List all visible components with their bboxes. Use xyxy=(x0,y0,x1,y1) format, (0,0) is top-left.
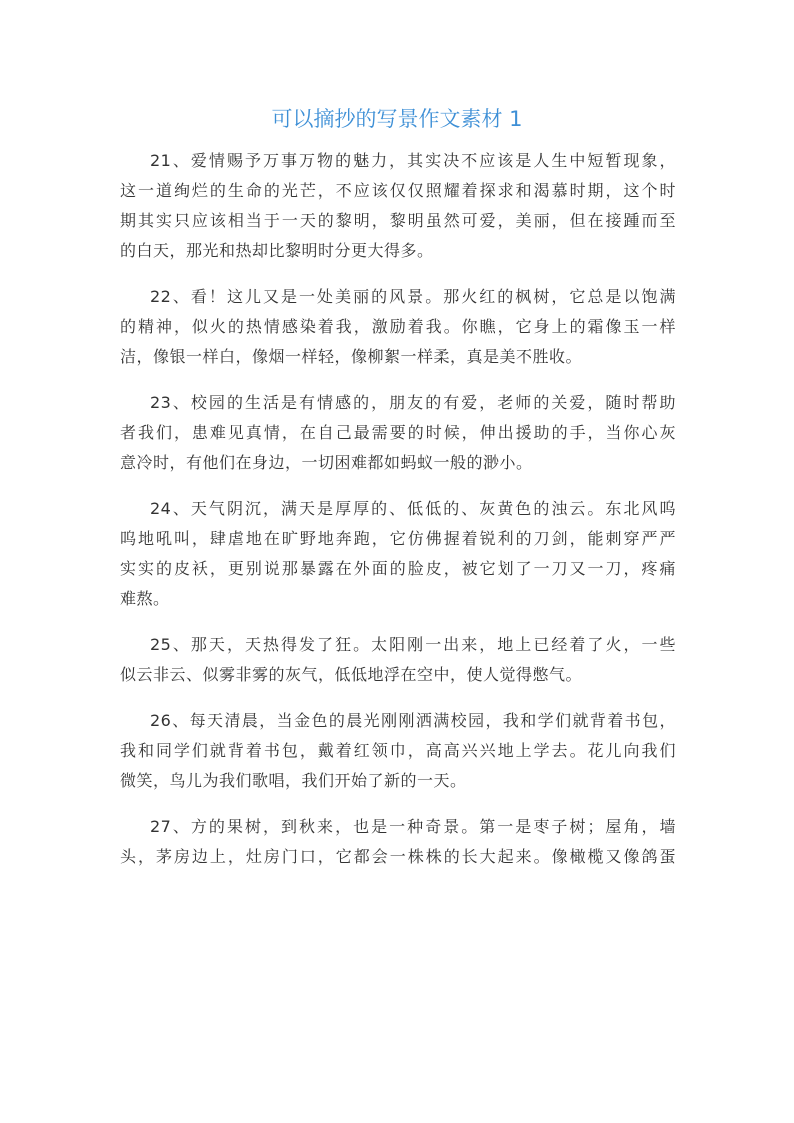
paragraph-line: 24、天气阴沉，满天是厚厚的、低低的、灰黄色的浊云。东北风呜 xyxy=(150,499,676,518)
paragraph-line: 头，茅房边上，灶房门口，它都会一株株的长大起来。像橄榄又像鸽蛋 xyxy=(120,847,676,866)
paragraph-line: 21、爱情赐予万事万物的魅力，其实决不应该是人生中短暂现象， xyxy=(150,151,676,170)
document-body xyxy=(120,146,676,888)
paragraph-line: 实实的皮袄，更别说那暴露在外面的脸皮，被它划了一刀又一刀，疼痛 xyxy=(120,559,676,578)
paragraph-23 xyxy=(120,388,676,478)
paragraph-line: 期其实只应该相当于一天的黎明，黎明虽然可爱，美丽，但在接踵而至 xyxy=(120,211,676,230)
paragraph-line: 的白天，那光和热却比黎明时分更大得多。 xyxy=(120,241,434,260)
paragraph-26 xyxy=(120,706,676,796)
paragraph-line: 呜地吼叫，肆虐地在旷野地奔跑，它仿佛握着锐利的刀剑，能刺穿严严 xyxy=(120,529,676,548)
paragraph-line: 意冷时，有他们在身边，一切困难都如蚂蚁一般的渺小。 xyxy=(120,453,533,472)
paragraph-line: 我和同学们就背着书包，戴着红领巾，高高兴兴地上学去。花儿向我们 xyxy=(120,741,676,760)
paragraph-line: 23、校园的生活是有情感的，朋友的有爱，老师的关爱，随时帮助 xyxy=(150,393,676,412)
paragraph-line: 25、那天，天热得发了狂。太阳刚一出来，地上已经着了火，一些 xyxy=(150,635,676,654)
paragraph-27 xyxy=(120,812,676,872)
paragraph-line: 26、每天清晨，当金色的晨光刚刚洒满校园，我和学们就背着书包， xyxy=(150,711,676,730)
paragraph-line: 这一道绚烂的生命的光芒，不应该仅仅照耀着探求和渴慕时期，这个时 xyxy=(120,181,676,200)
document-title: 可以摘抄的写景作文素材 1 xyxy=(271,107,523,131)
paragraph-line: 者我们，患难见真情，在自己最需要的时候，伸出援助的手，当你心灰 xyxy=(120,423,676,442)
paragraph-21 xyxy=(120,146,676,266)
paragraph-24 xyxy=(120,494,676,614)
paragraph-line: 洁，像银一样白，像烟一样轻，像柳絮一样柔，真是美不胜收。 xyxy=(120,347,583,366)
paragraph-line: 难熬。 xyxy=(120,589,170,608)
paragraph-line: 27、方的果树，到秋来，也是一种奇景。第一是枣子树；屋角，墙 xyxy=(150,817,676,836)
paragraph-22 xyxy=(120,282,676,372)
paragraph-line: 的精神，似火的热情感染着我，激励着我。你瞧，它身上的霜像玉一样 xyxy=(120,317,676,336)
paragraph-line: 22、看！这儿又是一处美丽的风景。那火红的枫树，它总是以饱满 xyxy=(150,287,676,306)
paragraph-line: 似云非云、似雾非雾的灰气，低低地浮在空中，使人觉得憋气。 xyxy=(120,665,583,684)
paragraph-line: 微笑，鸟儿为我们歌唱，我们开始了新的一天。 xyxy=(120,771,467,790)
paragraph-25 xyxy=(120,630,676,690)
